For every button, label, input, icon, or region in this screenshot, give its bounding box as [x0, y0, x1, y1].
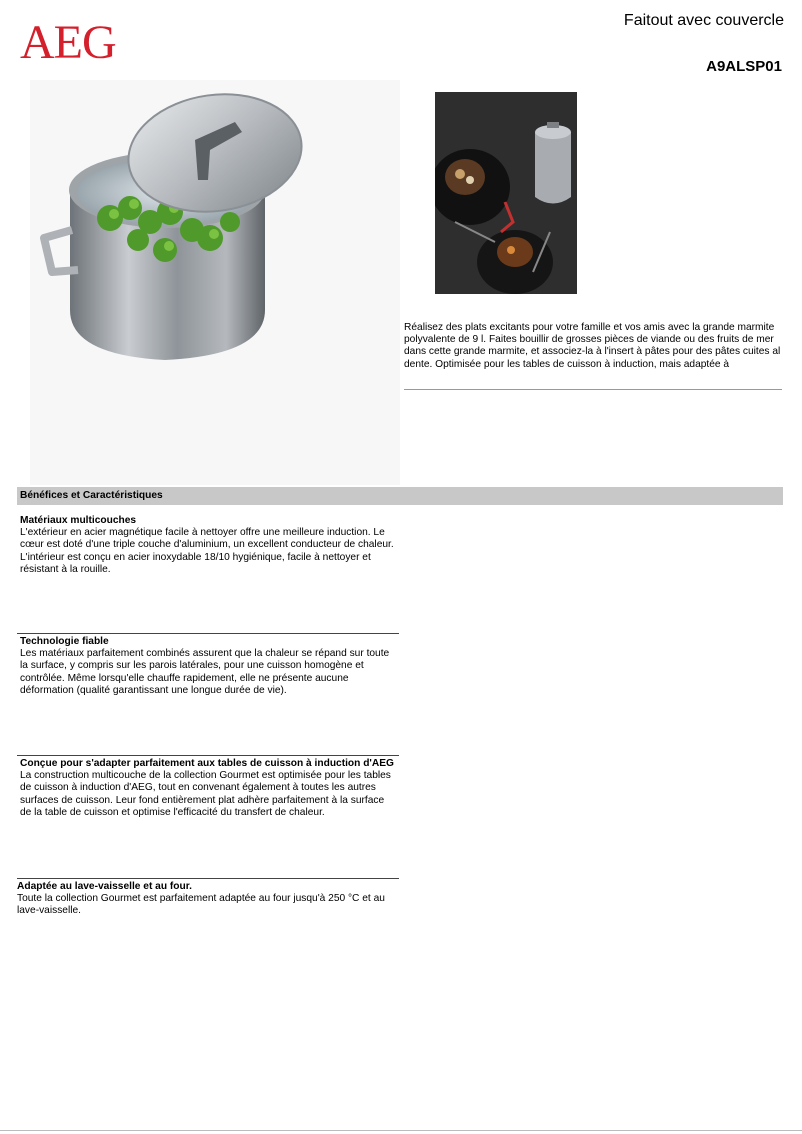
feature-title: Technologie fiable — [20, 636, 109, 647]
svg-text:AEG: AEG — [20, 18, 116, 64]
feature-induction — [20, 758, 398, 819]
feature-multilayer — [20, 515, 398, 576]
footer-divider — [0, 1130, 802, 1131]
model-number: A9ALSP01 — [706, 58, 782, 75]
feature-text: La construction multicouche de la collection Gourmet est optimisée pour les tables de cuisson à induction d'AEG, tout en convenant également à toutes les autres surfaces de cuisson. Leur fond entièrement plat adhère parfaitement à la surface de la table de cuisson et optimise l'efficacité du transfert de chaleur. — [20, 770, 391, 818]
feature-divider — [17, 755, 399, 756]
feature-text: Toute la collection Gourmet est parfaitement adaptée au four jusqu'à 250 °C et au lave-vaisselle. — [17, 893, 385, 917]
feature-text: L'extérieur en acier magnétique facile à nettoyer offre une meilleure induction. Le cœur est doté d'une triple couche d'aluminium, un excellent conducteur de chaleur. L'intérieur est conçu en acier inoxydable 18/10 hygiénique, facile à nettoyer et résistant à la rouille. — [20, 527, 394, 575]
feature-title: Conçue pour s'adapter parfaitement aux tables de cuisson à induction d'AEG — [20, 758, 394, 769]
lifestyle-photo — [435, 92, 577, 294]
feature-title: Adaptée au lave-vaisselle et au four. — [17, 881, 192, 892]
intro-divider — [404, 389, 782, 390]
feature-dishwasher-oven — [17, 881, 395, 918]
feature-reliable-technology — [20, 636, 398, 697]
product-title: Faitout avec couvercle — [623, 12, 784, 29]
feature-divider — [17, 633, 399, 634]
section-title: Bénéfices et Caractéristiques — [20, 490, 163, 501]
cooking-pot-image — [30, 80, 400, 380]
aeg-logo — [20, 18, 130, 64]
section-header — [17, 487, 783, 505]
feature-text: Les matériaux parfaitement combinés assurent que la chaleur se répand sur toute la surface, y compris sur les parois latérales, pour une cuisson homogène et contrôlée. Même lorsqu'elle chauffe rapidement, elle ne présente aucune déformation (qualité garantissant une longue durée de vie). — [20, 648, 390, 696]
feature-divider — [17, 878, 399, 879]
intro-text: Réalisez des plats excitants pour votre famille et vos amis avec la grande marmite polyvalente de 9 l. Faites bouillir de grosses pièces de viande ou des fruits de mer dans cette grande marmite, et associez-la à l'insert à pâtes pour des pâtes cuites al dente. Optimisée pour les tables de cuisson à induction, mais adaptée à — [404, 322, 781, 370]
feature-title: Matériaux multicouches — [20, 515, 137, 526]
